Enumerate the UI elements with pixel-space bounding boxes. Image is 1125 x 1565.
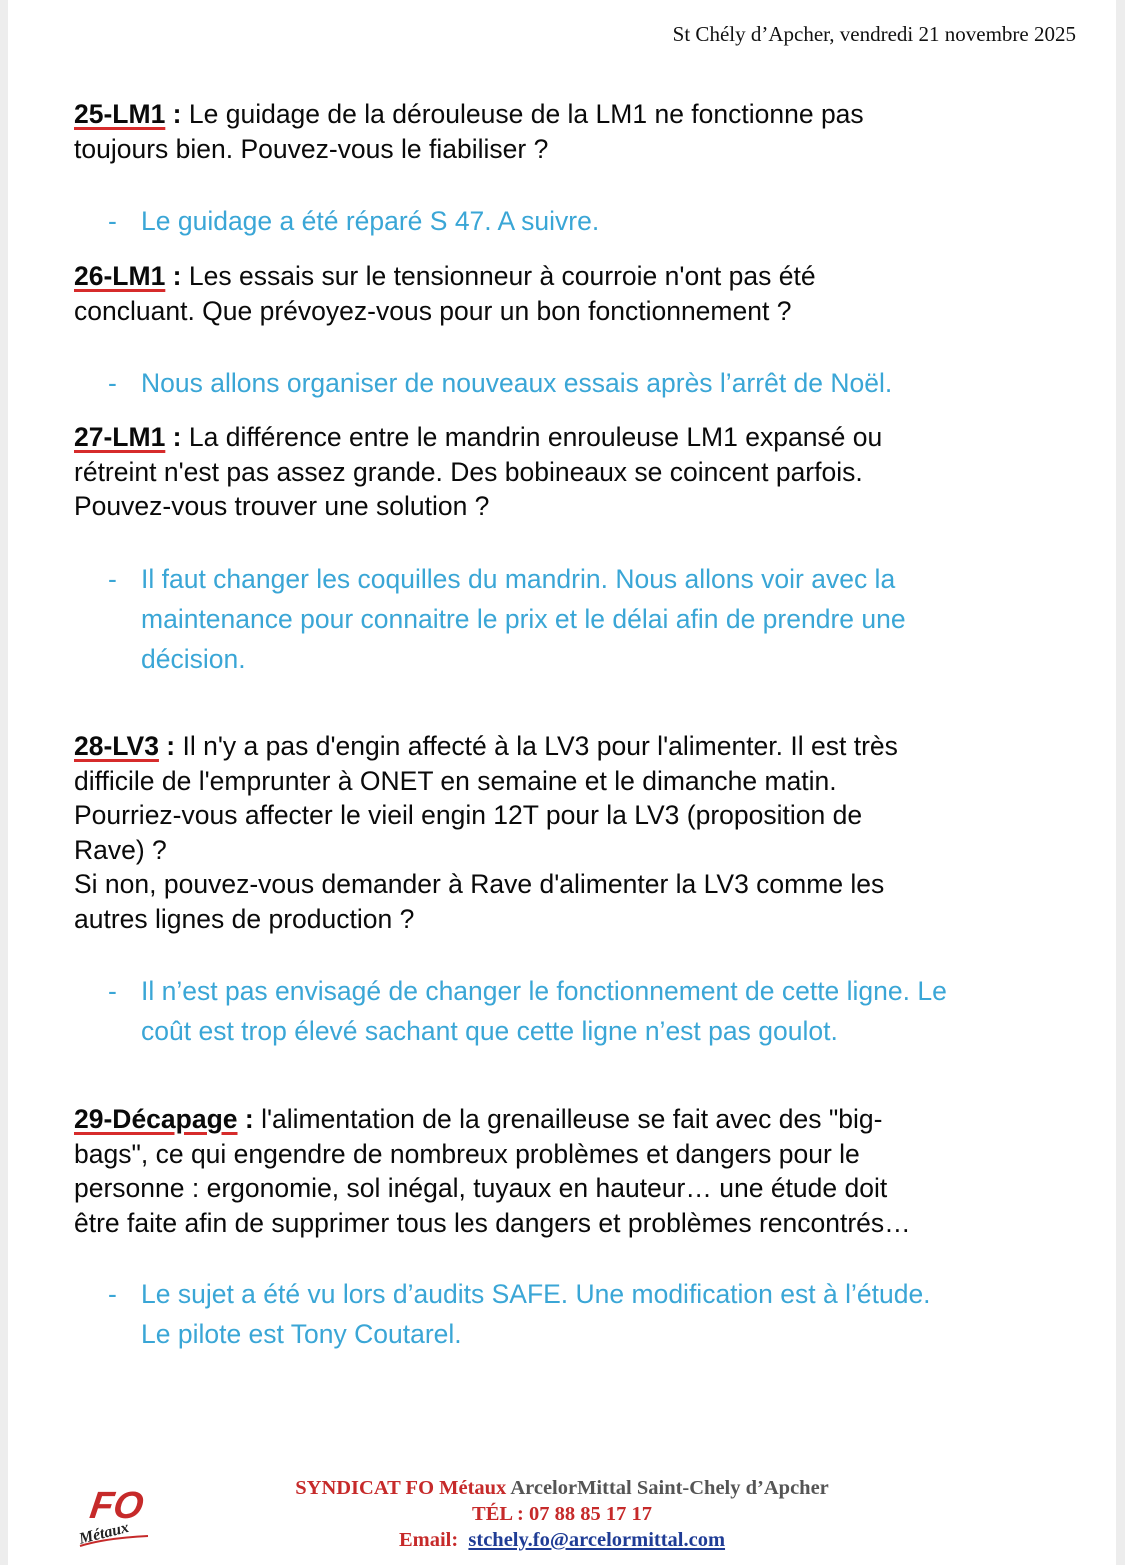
answer-line: Le pilote est Tony Coutarel. xyxy=(141,1319,462,1349)
answer-line: Il n’est pas envisagé de changer le fonctionnement de cette ligne. Le xyxy=(141,976,947,1006)
question-line: La différence entre le mandrin enrouleuse LM1 expansé ou xyxy=(188,422,883,452)
question-line: concluant. Que prévoyez-vous pour un bon fonctionnement ? xyxy=(74,295,792,326)
answer-line: maintenance pour connaitre le prix et le délai afin de prendre une xyxy=(141,603,906,634)
question-line: être faite afin de supprimer tous les dangers et problèmes rencontrés… xyxy=(74,1207,911,1238)
question-line: bags", ce qui engendre de nombreux problèmes et dangers pour le xyxy=(74,1138,860,1169)
question-line: Les essais sur le tensionneur à courroie n'ont pas été xyxy=(188,261,816,291)
answer-line: Il faut changer les coquilles du mandrin. Nous allons voir avec la xyxy=(141,563,896,594)
question-line: difficile de l'emprunter à ONET en semaine et le dimanche matin. xyxy=(74,765,837,796)
answer-line: Le guidage a été réparé S 47. A suivre. xyxy=(141,206,600,236)
question-line: rétreint n'est pas assez grande. Des bobineaux se coincent parfois. xyxy=(74,456,863,487)
item-26 xyxy=(74,259,1064,403)
svg-text:FO: FO xyxy=(87,1484,147,1527)
footer-org-line xyxy=(8,1477,1116,1500)
question: 28-LV3 : Il n'y a pas d'engin affecté à la LV3 pour l'alimenter. Il est très difficile de l'emprunter à ONET en semaine et le dimanche matin. Pourriez-vous affecter le vieil engin 12T pour la LV3 (proposition de Rave) ? Si non, pouvez-vous demander à Rave d'alimenter la LV3 comme les autres lignes de production ? xyxy=(74,731,898,934)
item-29 xyxy=(74,1102,1064,1354)
item-25 xyxy=(74,97,1064,241)
footer-company: ArcelorMittal Saint-Chely d’Apcher xyxy=(510,1477,829,1499)
question: 26-LM1 : Les essais sur le tensionneur à courroie n'ont pas été concluant. Que prévoyez-vous pour un bon fonctionnement ? xyxy=(74,261,816,326)
footer-email-link[interactable]: stchely.fo@arcelormittal.com xyxy=(468,1529,726,1551)
answer: - Il faut changer les coquilles du mandrin. Nous allons voir avec la maintenance pour connaitre le prix et le délai afin de prendre une décision. xyxy=(108,563,906,674)
document-page xyxy=(8,0,1116,1565)
question-line: l'alimentation de la grenailleuse se fait avec des "big- xyxy=(261,1104,883,1134)
footer-org-name: SYNDICAT FO Métaux xyxy=(295,1477,507,1499)
answer: - Le guidage a été réparé S 47. A suivre. xyxy=(108,206,600,236)
question-line: Il n'y a pas d'engin affecté à la LV3 pour l'alimenter. Il est très xyxy=(182,731,898,761)
answer-line: décision. xyxy=(141,643,246,674)
question: 25-LM1 : Le guidage de la dérouleuse de la LM1 ne fonctionne pas toujours bien. Pouvez-vous le fiabiliser ? xyxy=(74,99,864,164)
item-28 xyxy=(74,729,1064,1051)
footer-email-line xyxy=(8,1529,1116,1552)
question-line: toujours bien. Pouvez-vous le fiabiliser ? xyxy=(74,133,549,164)
footer-phone: TÉL : 07 88 85 17 17 xyxy=(472,1503,652,1525)
footer-email-label: Email: xyxy=(398,1529,459,1551)
svg-text:Métaux: Métaux xyxy=(77,1518,131,1548)
item-ref: 28-LV3 xyxy=(74,731,159,761)
question-line: autres lignes de production ? xyxy=(74,903,415,934)
question-line: Pouvez-vous trouver une solution ? xyxy=(74,491,490,521)
answer: - Le sujet a été vu lors d’audits SAFE. Une modification est à l’étude. Le pilote est Tony Coutarel. xyxy=(108,1279,931,1349)
question-line: Rave) ? xyxy=(74,834,167,865)
item-27 xyxy=(74,420,1064,679)
question: 29-Décapage : l'alimentation de la grenailleuse se fait avec des "big- bags", ce qui engendre de nombreux problèmes et dangers pour le personne : ergonomie, sol inégal, tuyaux en hauteur… une étude doit être faite afin de supprimer tous les dangers et problèmes rencontrés… xyxy=(74,1104,911,1238)
item-ref: 29-Décapage xyxy=(74,1104,238,1134)
date-line: St Chély d’Apcher, vendredi 21 novembre 2025 xyxy=(672,22,1076,46)
answer-line: Le sujet a été vu lors d’audits SAFE. Une modification est à l’étude. xyxy=(141,1279,931,1309)
item-ref: 27-LM1 xyxy=(74,422,166,452)
item-ref: 26-LM1 xyxy=(74,261,166,291)
question-line: Si non, pouvez-vous demander à Rave d'alimenter la LV3 comme les xyxy=(74,869,885,899)
answer-line: Nous allons organiser de nouveaux essais après l’arrêt de Noël. xyxy=(141,368,893,398)
question-line: personne : ergonomie, sol inégal, tuyaux en hauteur… une étude doit xyxy=(74,1173,888,1203)
question: 27-LM1 : La différence entre le mandrin enrouleuse LM1 expansé ou rétreint n'est pas assez grande. Des bobineaux se coincent parfois. Pouvez-vous trouver une solution ? xyxy=(74,422,883,521)
item-ref: 25-LM1 xyxy=(74,99,166,129)
question-line: Pourriez-vous affecter le vieil engin 12T pour la LV3 (proposition de xyxy=(74,800,863,830)
answer: - Nous allons organiser de nouveaux essais après l’arrêt de Noël. xyxy=(108,368,893,398)
question-line: Le guidage de la dérouleuse de la LM1 ne fonctionne pas xyxy=(188,99,864,129)
answer-line: coût est trop élevé sachant que cette ligne n’est pas goulot. xyxy=(141,1016,838,1046)
answer: - Il n’est pas envisagé de changer le fonctionnement de cette ligne. Le coût est trop élevé sachant que cette ligne n’est pas goulot. xyxy=(108,976,947,1046)
